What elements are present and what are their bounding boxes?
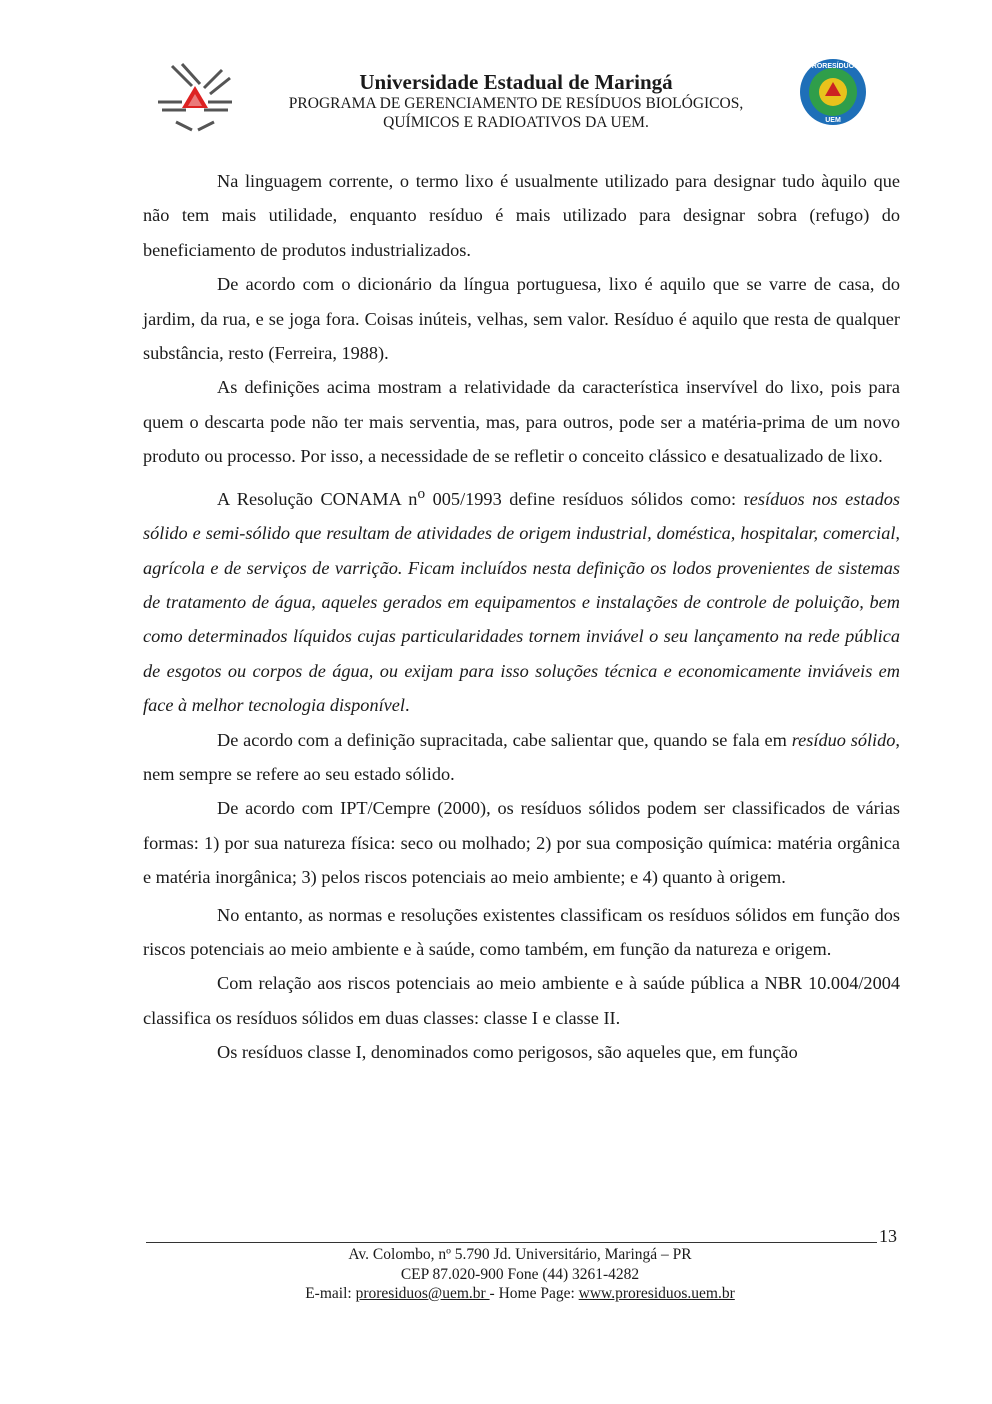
paragraph: De acordo com a definição supracitada, cabe salientar que, quando se fala em resíduo sólido, nem sempre se refere ao seu estado sólido. [143,729,900,784]
footer-contact: CEP 87.020-900 Fone (44) 3261-4282 [400,1265,640,1283]
proresiduos-logo-text: PRORESÍDUOS [807,63,859,70]
paragraph-conama: A Resolução CONAMA $n^o$ 005/1993 define resíduos sólidos como: resíduos nos estados sólido e semi-sólido que resultam de atividades de origem industrial, doméstica, hospitalar, comercial, agrícola e de serviços de varrição. Ficam incluídos nesta definição os lodos provenientes de sistemas de tratamento de água, aqueles gerados em equipamentos e instalações de controle de poluição, bem como determinados líquidos cujas particularidades tornem inviável o seu lançamento na rede pública de esgotos ou corpos de água, ou exijam para isso soluções técnica e economicamente inviáveis em face à melhor tecnologia disponível. [143,484,900,716]
footer-links: E-mail: proresiduos@uem.br - Home Page: www.proresiduos.uem.br [305,1285,735,1302]
ordinal-superscript: o [417,484,426,502]
page-footer [146,1245,894,1304]
footer-address: Av. Colombo, nº 5.790 Jd. Universitário, Maringá – PR [348,1246,692,1263]
footer-divider [146,1242,877,1243]
university-name: Universidade Estadual de Maringá [359,70,673,94]
paragraph: Na linguagem corrente, o termo lixo é usualmente utilizado para designar tudo àquilo que não tem mais utilidade, enquanto resíduo é mais utilizado para designar sobra (refugo) do beneficiamento de produtos industrializados. [143,171,900,260]
paragraph: Com relação aos riscos potenciais ao meio ambiente e à saúde pública a NBR 10.004/2004 classifica os resíduos sólidos em duas classes: classe I e classe II. [143,973,900,1028]
homepage-link[interactable]: www.proresiduos.uem.br [578,1285,735,1302]
email-link[interactable]: proresiduos@uem.br [355,1285,490,1302]
paragraph: As definições acima mostram a relatividade da característica inservível do lixo, pois para quem o descarta pode não ter mais serventia, mas, para outros, pode ser a matéria-prima de um novo produto ou processo. Por isso, a necessidade de se refletir o conceito clássico e desatualizado de lixo. [143,377,900,467]
proresiduos-logo-icon [798,56,868,128]
paragraph: Os resíduos classe I, denominados como perigosos, são aqueles que, em função [217,1042,798,1063]
proresiduos-logo-uem-text: UEM [825,117,841,124]
page-header [148,52,878,142]
conama-quote: esíduos nos estados sólido e semi-sólido que resultam de atividades de origem industrial, doméstica, hospitalar, comercial, agrícola e de serviços de varrição. Ficam incluídos nesta definição os lodos provenientes de sistemas de tratamento de água, aqueles gerados em equipamentos e instalações de controle de poluição, bem como determinados líquidos cujas particularidades tornem inviável o seu lançamento na rede pública de esgotos ou corpos de água, ou exijam para isso soluções técnica e economicamente inviáveis em face à melhor tecnologia disponível [143,488,900,716]
program-name-line1: PROGRAMA DE GERENCIAMENTO DE RESÍDUOS BIOLÓGICOS, [288,95,744,112]
term-residuo-solido: resíduo sólido [791,729,896,750]
paragraph: De acordo com IPT/Cempre (2000), os resíduos sólidos podem ser classificados de várias formas: 1) por sua natureza física: seco ou molhado; 2) por sua composição química: matéria orgânica e matéria inorgânica; 3) pelos riscos potenciais ao meio ambiente; e 4) quanto à origem. [143,798,900,888]
page-body [143,164,900,1070]
paragraph: No entanto, as normas e resoluções existentes classificam os resíduos sólidos em função dos riscos potenciais ao meio ambiente e à saúde, como também, em função da natureza e origem. [143,904,900,960]
page-number: 13 [879,1226,897,1246]
paragraph: De acordo com o dicionário da língua portuguesa, lixo é aquilo que se varre de casa, do jardim, da rua, e se joga fora. Coisas inúteis, velhas, sem valor. Resíduo é aquilo que resta de qualquer substância, resto (Ferreira, 1988). [143,274,900,364]
uem-logo-icon [152,56,238,140]
program-name-line2: QUÍMICOS E RADIOATIVOS DA UEM. [383,114,649,131]
